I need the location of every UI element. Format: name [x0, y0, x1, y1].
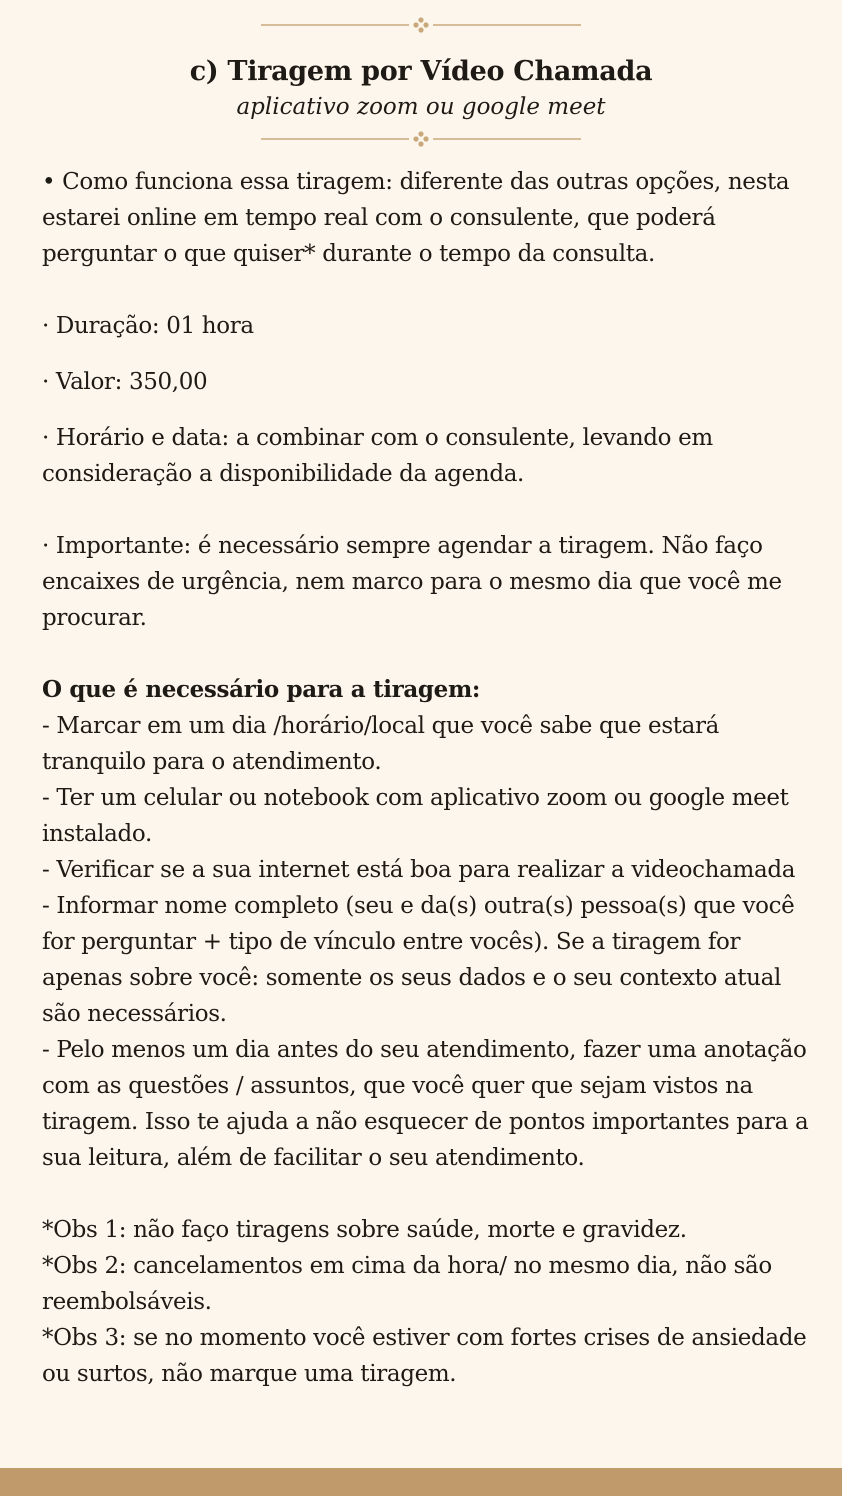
page-title: c) Tiragem por Vídeo Chamada [189, 56, 653, 87]
fleuron-divider-icon [261, 17, 581, 33]
content-body [42, 164, 822, 1392]
note-item: *Obs 2: cancelamentos em cima da hora/ no mesmo dia, não são reembolsáveis. [42, 1253, 772, 1315]
important-text: · Importante: é necessário sempre agendar a tiragem. Não faço encaixes de urgência, nem marco para o mesmo dia que você me procurar. [42, 533, 782, 631]
requirement-item: - Pelo menos um dia antes do seu atendimento, fazer uma anotação com as questões / assuntos, que você quer que sejam vistos na tiragem. Isso te ajuda a não esquecer de pontos importantes para a sua leitura, além de facilitar o seu atendimento. [42, 1037, 809, 1171]
price-text: · Valor: 350,00 [42, 369, 208, 395]
page-subtitle: aplicativo zoom ou google meet [236, 94, 606, 120]
note-item: *Obs 3: se no momento você estiver com fortes crises de ansiedade ou surtos, não marque uma tiragem. [42, 1325, 807, 1387]
requirements-heading: O que é necessário para a tiragem: [42, 676, 481, 703]
requirement-item: - Verificar se a sua internet está boa para realizar a videochamada [42, 857, 796, 883]
schedule-text: · Horário e data: a combinar com o consulente, levando em consideração a disponibilidade da agenda. [42, 425, 713, 487]
note-item: *Obs 1: não faço tiragens sobre saúde, morte e gravidez. [42, 1217, 687, 1243]
how-it-works-text: • Como funciona essa tiragem: diferente das outras opções, nesta estarei online em tempo real com o consulente, que poderá perguntar o que quiser* durante o tempo da consulta. [42, 169, 790, 267]
footer-bar [0, 1468, 842, 1496]
duration-text: · Duração: 01 hora [42, 313, 254, 339]
fleuron-divider-icon [261, 131, 581, 147]
requirement-item: - Informar nome completo (seu e da(s) outra(s) pessoa(s) que você for perguntar + tipo de vínculo entre vocês). Se a tiragem for apenas sobre você: somente os seus dados e o seu contexto atual são necessários. [42, 893, 795, 1027]
requirement-item: - Marcar em um dia /horário/local que você sabe que estará tranquilo para o atendimento. [42, 713, 720, 775]
requirement-item: - Ter um celular ou notebook com aplicativo zoom ou google meet instalado. [42, 785, 789, 847]
